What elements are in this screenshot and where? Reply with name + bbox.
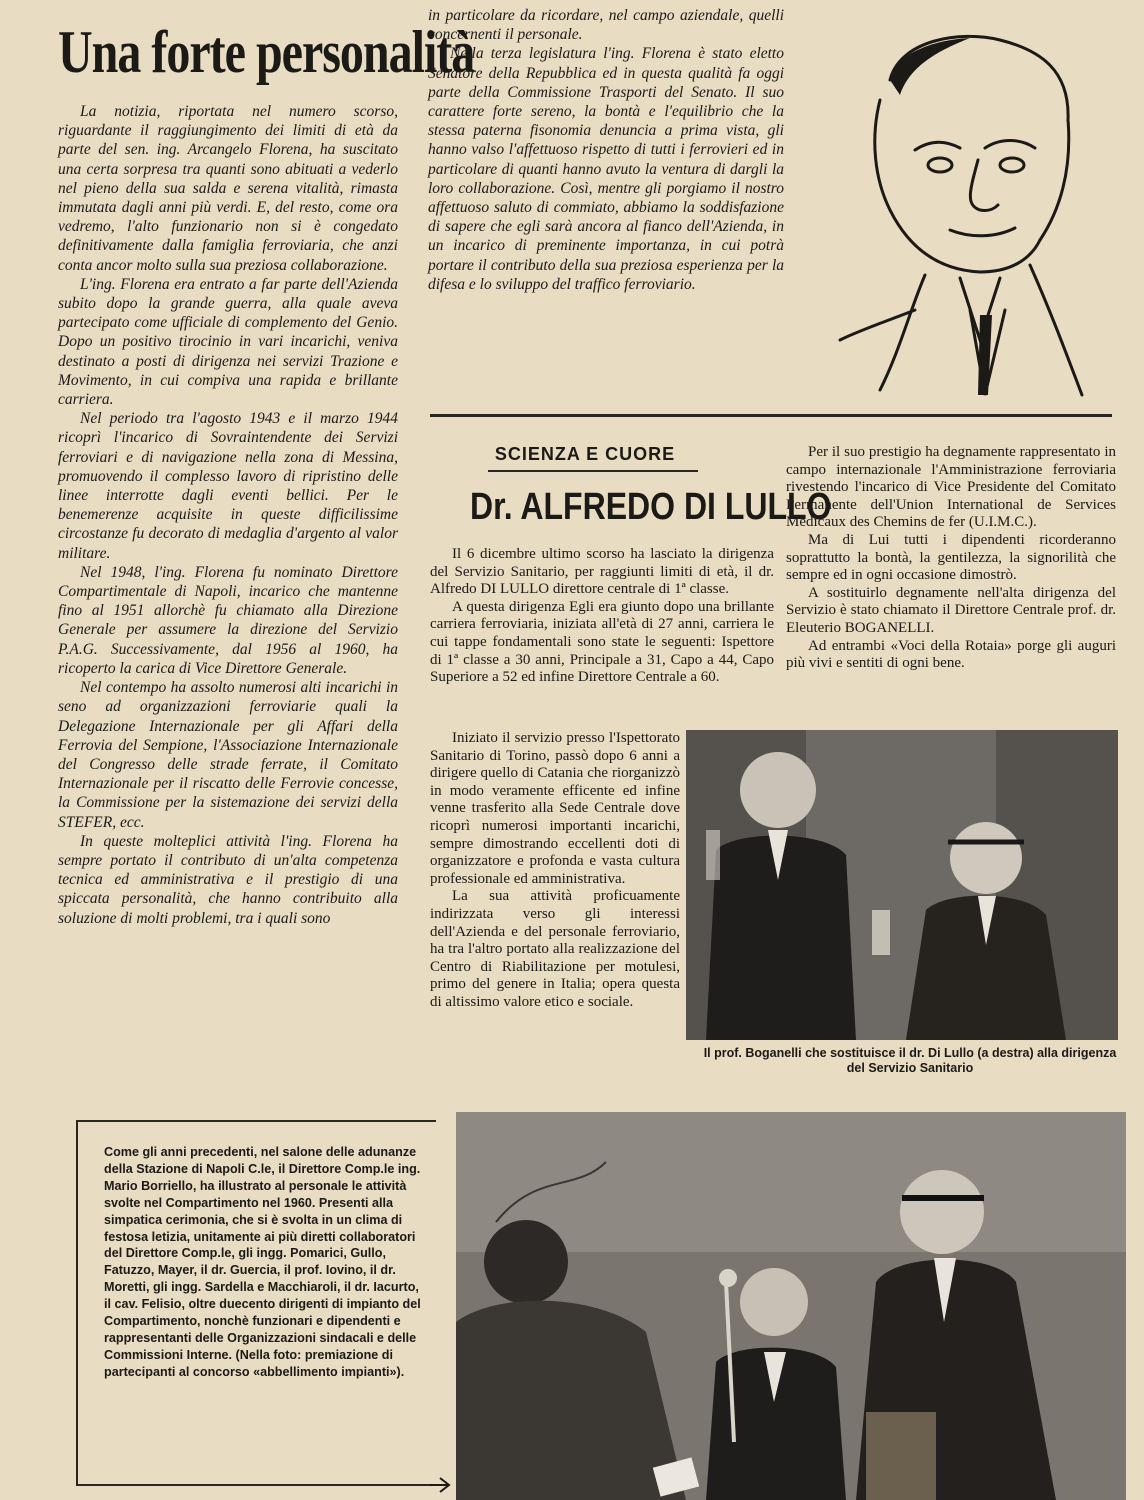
paragraph: A sostituirlo degnamente nell'alta dirigenza del Servizio è stato chiamato il Direttore Centrale prof. dr. Eleuterio BOGANELLI. [786,584,1116,636]
paragraph: L'ing. Florena era entrato a far parte dell'Azienda subito dopo la grande guerra, alla quale aveva partecipato come ufficiale di complemento del Genio. Dopo un positivo tirocinio in vari incarichi, veniva destinato a posti di dirigenza nei servizi Trazione e Movimento, in cui compiva una rapida e brillante carriera. [58,275,398,409]
arrow-icon [430,1476,452,1494]
paragraph: Per il suo prestigio ha degnamente rappresentato in campo internazionale l'Amministrazione ferroviaria rivestendo l'incarico di Vice Presidente del Comitato Permanente dell'Union International de Services Medicaux des Chemins de fer (U.I.M.C.). [786,444,1116,531]
paragraph: in particolare da ricordare, nel campo aziendale, quelli concernenti il personale. [428,7,784,44]
caricature-portrait [820,10,1100,400]
photo-caption: Il prof. Boganelli che sostituisce il dr. Di Lullo (a destra) alla dirigenza del Servizio Sanitario [703,1046,1117,1075]
article2-column-1-narrow [430,730,680,1012]
box-bracket-bottom [76,1484,436,1486]
section-divider [430,414,1112,417]
paragraph: Nel contempo ha assolto numerosi alti incarichi in seno ad organizzazioni ferroviarie quali la Delegazione Internazionale per gli Affari della Ferrovia del Sempione, l'Associazione Internazionale del Congresso delle strade ferrate, il Comitato Internazionale per il riscatto delle Ferrovie concesse, la Commissione per la sistemazione dei servizi della STEFER, ecc. [58,679,398,831]
box-bracket-top [76,1120,436,1122]
box-article [104,1144,422,1381]
paragraph: Il 6 dicembre ultimo scorso ha lasciato la dirigenza del Servizio Sanitario, per raggiunti limiti di età, il dr. Alfredo DI LULLO direttore centrale di 1ª classe. [430,546,774,598]
article-title: Una forte personalità [58,19,475,86]
photo-illustration [456,1112,1126,1500]
photo-boganelli-di-lullo [686,730,1118,1040]
photo-ceremony [456,1112,1126,1500]
box-bracket-left [76,1120,78,1486]
paragraph: A questa dirigenza Egli era giunto dopo una brillante carriera ferroviaria, iniziata all'età di 27 anni, carriera le cui tappe fondamentali sono state le seguenti: Ispettore di 1ª classe a 30 anni, Principale a 31, Capo a 44, Capo Superiore a 52 ed infine Direttore Centrale a 60. [430,598,774,686]
paragraph: Ma di Lui tutti i dipendenti ricorderanno soprattutto la bontà, la gentilezza, la signorilità che sempre ed in ogni occasione dimostrò. [786,531,1116,584]
article-kicker: SCIENZA E CUORE [494,444,676,464]
article-title: Dr. ALFREDO DI LULLO [470,484,832,528]
paragraph: Nella terza legislatura l'ing. Florena è stato eletto Senatore della Repubblica ed in questa qualità fa oggi parte della Commissione Trasporti del Senato. Il suo carattere forte sereno, la bontà e l'equilibrio che la stessa paterna fisonomia denuncia a prima vista, gli hanno valso l'affettuoso rispetto di tutti i ferrovieri ed in particolare di quanti hanno avuto la ventura di dargli la loro collaborazione. Così, mentre gli porgiamo il nostro affettuoso saluto di commiato, abbiamo la soddisfazione di sapere che egli sarà ancora al fianco dell'Azienda, in un incarico di preminente importanza, in cui potrà portare il contributo della sua preziosa esperienza per la difesa e lo sviluppo del traffico ferroviario. [428,45,784,293]
paragraph: La notizia, riportata nel numero scorso, riguardante il raggiungimento dei limiti di età da parte del sen. ing. Arcangelo Florena, ha suscitato una certa sorpresa tra quanti sono abituati a vederlo nel pieno della sua salda e serena vitalità, rimasta immutata dagli anni più verdi. E, del resto, come ora vedremo, l'alto funzionario non si è congedato definitivamente dalla famiglia ferroviaria, che anzi conta ancor molto sulla sua preziosa collaborazione. [58,103,398,274]
article2-column-2 [786,444,1116,673]
paragraph: In queste molteplici attività l'ing. Florena ha sempre portato il contributo di un'alta competenza tecnica ed amministrativa e il prestigio di una spiccata personalità, che hanno contribuito alla soluzione di molti problemi, tra i quali sono [58,832,398,927]
box-paragraph: Come gli anni precedenti, nel salone delle adunanze della Stazione di Napoli C.le, il Direttore Comp.le ing. Mario Borriello, ha illustrato al personale le attività svolte nel Compartimento nel 1960. Presenti alla simpatica cerimonia, che si è svolta in un clima di festosa letizia, unitamente ai più diretti collaboratori del Direttore Comp.le, gli ingg. Pomarici, Gullo, Fatuzzo, Mayer, il dr. Guercia, il prof. Iovino, il dr. Moretti, gli ingg. Sardella e Macchiaroli, il dr. Iacurto, il cav. Felisio, oltre duecento dirigenti di impianto del Compartimento, nonchè funzionari e dipendenti e rappresentanti delle Organizzazioni sindacali e delle Commissioni Interne. (Nella foto: premiazione di partecipanti al concorso «abbellimento impianti»). [104,1145,421,1379]
paragraph: La sua attività proficuamente indirizzata verso gli interessi dell'Azienda e del personale ferroviario, ha tra l'altro portato alla realizzazione del Centro di Riabilitazione per motulesi, primo del genere in Italia; opera questa di altissimo valore etico e sociale. [430,888,680,1010]
paragraph: Ad entrambi «Voci della Rotaia» porge gli auguri più vivi e sentiti di ogni bene. [786,637,1116,672]
paragraph: Iniziato il servizio presso l'Ispettorato Sanitario di Torino, passò dopo 6 anni a dirigere quello di Catania che riorganizzò in modo veramente efficente ed infine venne trasferito alla Sede Centrale dove ricoprì numerosi importanti incarichi, sempre dimostrando eccellenti doti di organizzatore e profonda e vasta cultura professionale ed amministrativa. [430,730,680,887]
kicker-underline [488,470,698,472]
article2-column-1 [430,546,774,687]
paragraph: Nel 1948, l'ing. Florena fu nominato Direttore Compartimentale di Napoli, incarico che mantenne fino al 1951 allorchè fu chiamato alla Direzione Generale per assumere la direzione del Servizio P.A.G. Successivamente, dal 1956 al 1960, ha ricoperto la carica di Vice Direttore Generale. [58,563,398,677]
photo-illustration [686,730,1118,1040]
paragraph: Nel periodo tra l'agosto 1943 e il marzo 1944 ricoprì l'incarico di Sovraintendente dei Servizi ferroviari e di navigazione nella zona di Messina, promuovendo il complesso lavoro di ripristino delle linee interrotte dagli eventi bellici. Per le benemerenze acquisite in queste difficilissime circostanze fu decorato di medaglia d'argento al valor militare. [58,410,398,562]
article1-left-column [58,102,398,928]
article1-right-column [428,6,784,294]
